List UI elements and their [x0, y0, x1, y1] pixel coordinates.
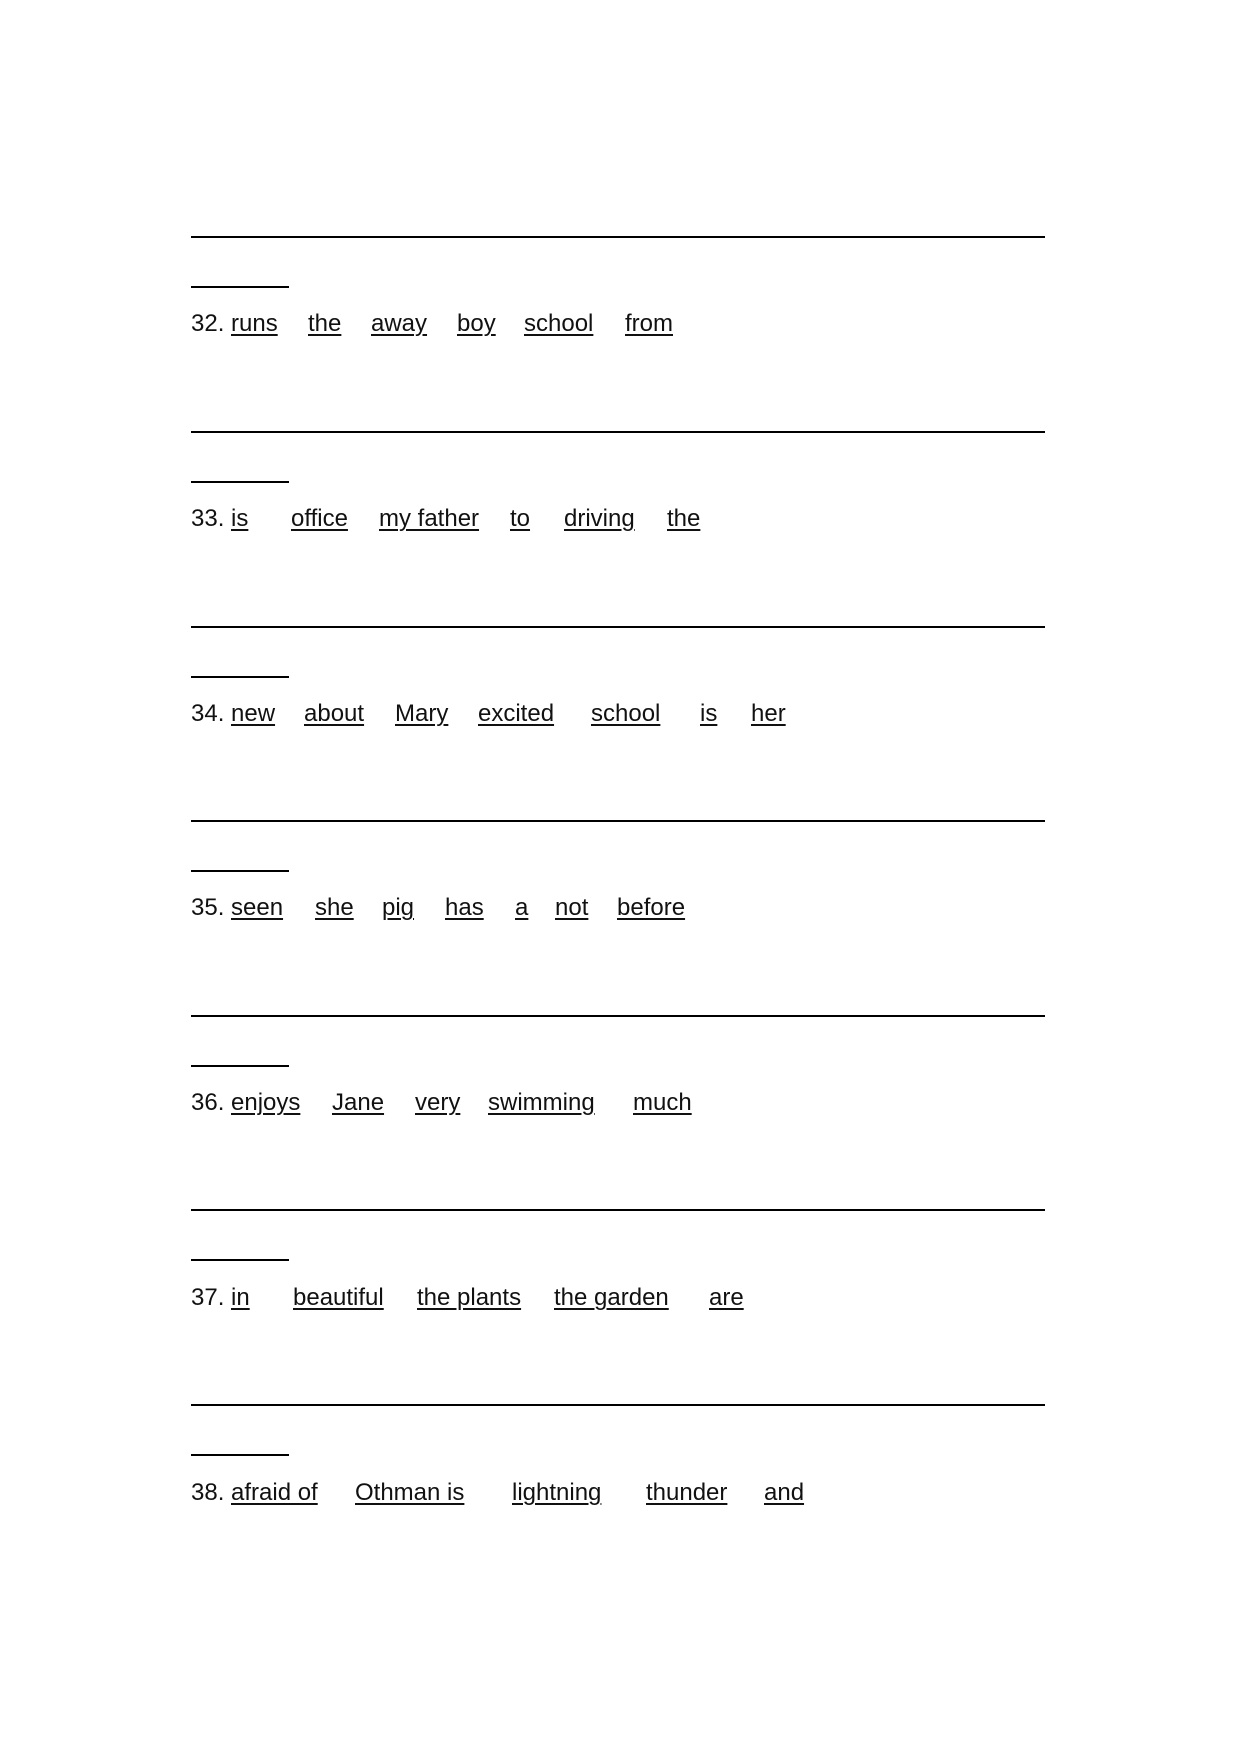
scrambled-word: very	[415, 1089, 461, 1116]
answer-line-continuation	[191, 870, 289, 872]
answer-line	[191, 626, 1045, 628]
scrambled-word: pig	[382, 894, 415, 921]
scrambled-word: boy	[457, 310, 496, 337]
scrambled-word: she	[315, 894, 354, 921]
scrambled-word: office	[291, 505, 348, 532]
scrambled-word: much	[633, 1089, 692, 1116]
answer-line-continuation	[191, 1454, 289, 1456]
answer-line	[191, 236, 1045, 238]
scrambled-word: from	[625, 310, 673, 337]
scrambled-word: school	[524, 310, 594, 337]
scrambled-word: driving	[564, 505, 635, 532]
scrambled-word: the	[308, 310, 342, 337]
scrambled-word: beautiful	[293, 1284, 384, 1311]
scrambled-word: the plants	[417, 1284, 522, 1311]
question-number: 37.	[191, 1284, 225, 1311]
scrambled-word: and	[764, 1479, 805, 1506]
scrambled-word: about	[304, 700, 365, 727]
scrambled-word: lightning	[512, 1479, 602, 1506]
answer-line-continuation	[191, 1065, 289, 1067]
answer-line	[191, 431, 1045, 433]
scrambled-word: are	[709, 1284, 744, 1311]
scrambled-word: new	[231, 700, 276, 727]
question-number: 35.	[191, 894, 225, 921]
answer-line	[191, 1015, 1045, 1017]
question-number: 34.	[191, 700, 225, 727]
scrambled-word: the	[667, 505, 701, 532]
scrambled-word: is	[700, 700, 718, 727]
answer-line	[191, 1404, 1045, 1406]
scrambled-word: in	[231, 1284, 250, 1311]
question-number: 36.	[191, 1089, 225, 1116]
scrambled-word: my father	[379, 505, 480, 532]
scrambled-word: the garden	[554, 1284, 669, 1311]
scrambled-word: to	[510, 505, 531, 532]
scrambled-word: school	[591, 700, 661, 727]
scrambled-word: away	[371, 310, 428, 337]
question-number: 32.	[191, 310, 225, 337]
scrambled-word: runs	[231, 310, 278, 337]
scrambled-word: has	[445, 894, 484, 921]
answer-line-continuation	[191, 286, 289, 288]
scrambled-word: before	[617, 894, 686, 921]
answer-line-continuation	[191, 481, 289, 483]
scrambled-word: thunder	[646, 1479, 728, 1506]
question-number: 38.	[191, 1479, 225, 1506]
scrambled-word: afraid of	[231, 1479, 318, 1506]
answer-line	[191, 820, 1045, 822]
scrambled-word: enjoys	[231, 1089, 301, 1116]
scrambled-word: Jane	[332, 1089, 385, 1116]
answer-line-continuation	[191, 676, 289, 678]
scrambled-word: excited	[478, 700, 555, 727]
scrambled-word: a	[515, 894, 529, 921]
scrambled-word: seen	[231, 894, 284, 921]
scrambled-word: Mary	[395, 700, 449, 727]
question-number: 33.	[191, 505, 225, 532]
scrambled-word: is	[231, 505, 249, 532]
scrambled-word: her	[751, 700, 786, 727]
answer-line	[191, 1209, 1045, 1211]
scrambled-word: Othman is	[355, 1479, 465, 1506]
scrambled-word: not	[555, 894, 589, 921]
answer-line-continuation	[191, 1259, 289, 1261]
scrambled-word: swimming	[488, 1089, 595, 1116]
